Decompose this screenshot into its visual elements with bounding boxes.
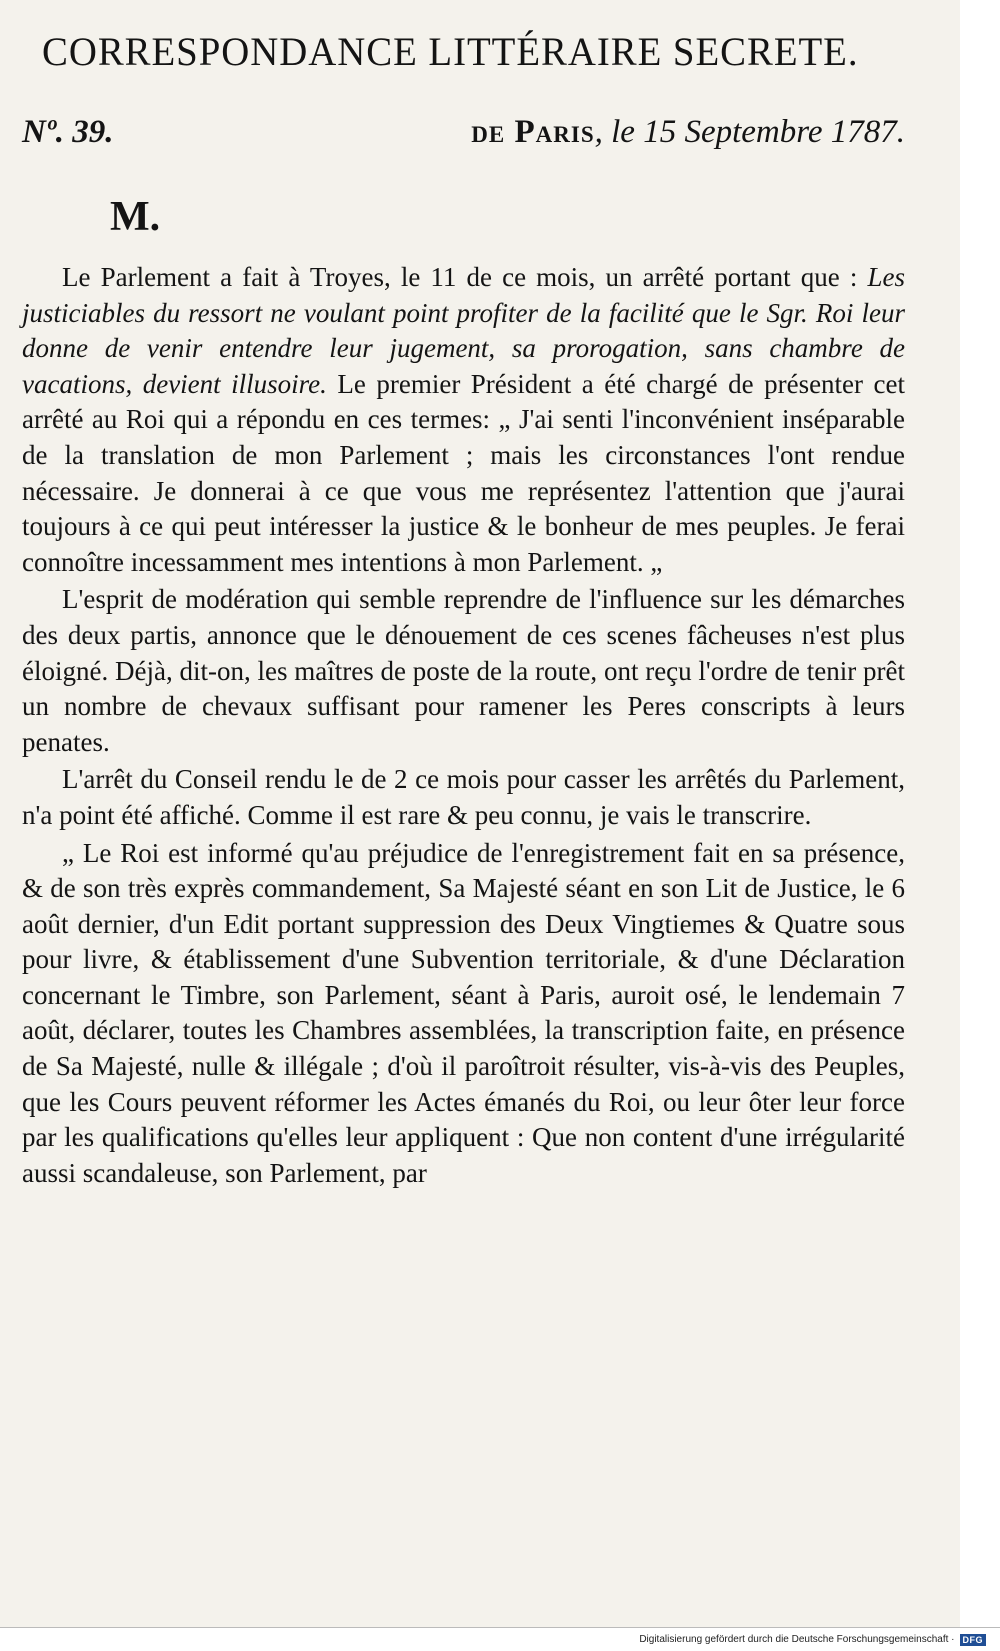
paragraph-3: L'arrêt du Conseil rendu le de 2 ce mois pour casser les arrêtés du Parlement, n'a point été affiché. Comme il est rare & peu connu, je vais le transcrire. xyxy=(22,764,905,830)
paragraph-4: „ Le Roi est informé qu'au préjudice de l'enregistrement fait en sa présence, & de son très exprès commandement, Sa Majesté séant en son Lit de Justice, le 6 août dernier, d'un Edit portant suppression des Deux Vingtiemes & Quatre sous pour livre, & établissement d'une Subvention territoriale, & d'une Déclaration concernant le Timbre, son Parlement, séant à Paris, auroit osé, le lendemain 7 août, déclarer, toutes les Chambres assemblées, la transcription faite, en présence de Sa Majesté, nulle & illégale ; d'où il paroîtroit résulter, vis-à-vis des Peuples, que les Cours peuvent réformer les Actes émanés du Roi, ou leur ôter leur force par les qualifications qu'elles leur appliquent : Que non content d'une irrégularité aussi scandaleuse, son Parlement, par xyxy=(22,837,905,1188)
scan-margin xyxy=(960,0,1000,1620)
paragraph-1-lead: Le Parlement a fait à Troyes, le 11 de ce mois, un arrêté portant que : xyxy=(62,262,868,292)
footer-credit: Digitalisierung gefördert durch die Deutsche Forschungsgemeinschaft · xyxy=(639,1634,955,1645)
issue-number: Nº. 39. xyxy=(22,114,114,150)
article-body xyxy=(22,260,905,1191)
page-content xyxy=(22,10,905,1193)
issue-line xyxy=(22,112,905,152)
paragraph-1-quote: Les justiciables du ressort ne voulant point profiter de la facilité que le Sgr. Roi leur donne de venir entendre leur jugement, sa prorogation, sans chambre de vacations, devient illusoire. xyxy=(22,262,905,399)
masthead-title: CORRESPONDANCE LITTÉRAIRE SECRETE. xyxy=(41,29,859,74)
paragraph-1 xyxy=(22,260,905,580)
dateline xyxy=(471,112,905,152)
dateline-date: , le 15 Septembre 1787. xyxy=(594,114,905,150)
salutation: M. xyxy=(110,194,161,240)
paragraph-2: L'esprit de modération qui semble reprendre de l'influence sur les démarches des deux partis, annonce que le dénouement de ces scenes fâcheuses n'est plus éloigné. Déjà, dit-on, les maîtres de poste de la route, ont reçu l'ordre de tenir prêt un nombre de chevaux suffisant pour ramener les Peres conscripts à leurs penates. xyxy=(22,584,905,757)
paragraph-1-rest: Le premier Président a été chargé de présenter cet arrêté au Roi qui a répondu en ces termes: „ J'ai senti l'inconvénient inséparable de la translation de mon Parlement ; mais les circonstances l'ont rendue nécessaire. Je donnerai à ce que vous me représentez l'attention que j'aurai toujours à ce qui peut intéresser la justice & le bonheur de mes peuples. Je ferai connoître incessamment mes intentions à mon Parlement. „ xyxy=(22,368,905,577)
dfg-logo-icon: DFG xyxy=(960,1634,987,1646)
dateline-place: de Paris xyxy=(471,114,595,150)
digitization-footer xyxy=(0,1627,1000,1651)
